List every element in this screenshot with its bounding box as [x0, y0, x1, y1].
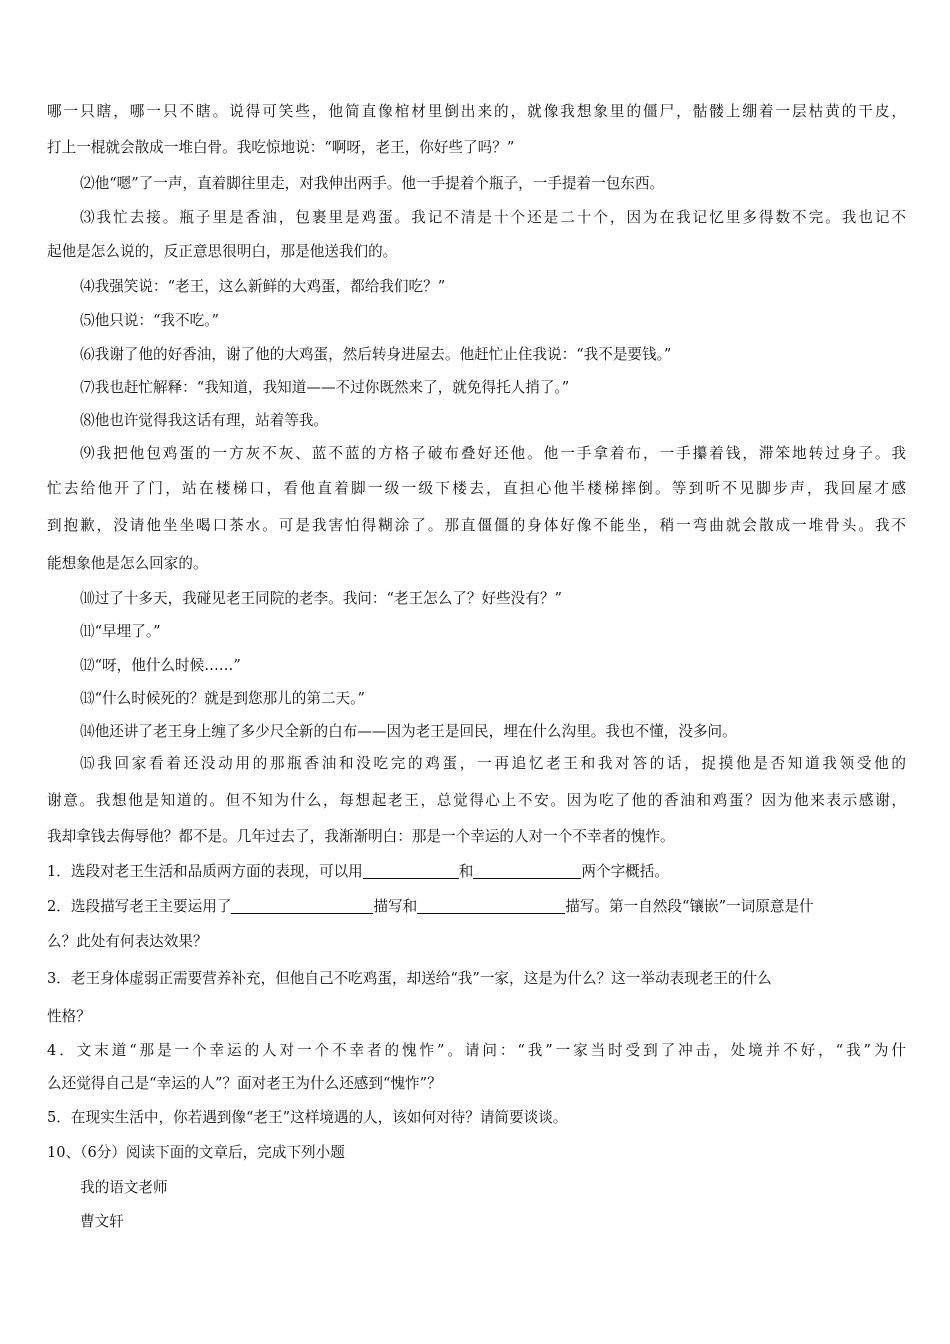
paragraph-line: 起他是怎么说的，反正意思很明白，那是他送我们的。 [47, 243, 398, 260]
paragraph-line: ⑿“呀，他什么时候……” [80, 657, 241, 674]
paragraph-line: ⑶我忙去接。瓶子里是香油，包裹里是鸡蛋。我记不清是十个还是二十个，因为在我记忆里多得数不完。我也记不 [80, 209, 906, 226]
paragraph-line: ⑷我强笑说：“老王，这么新鲜的大鸡蛋，都给我们吃？” [80, 278, 446, 295]
paragraph-line: 我却拿钱去侮辱他？都不是。几年过去了，我渐渐明白：那是一个幸运的人对一个不幸者的愧怍。 [47, 828, 675, 845]
paragraph-line: ⑼我把他包鸡蛋的一方灰不灰、蓝不蓝的方格子破布叠好还他。他一手拿着布，一手攥着钱，滞笨地转过身子。我 [80, 445, 906, 462]
question-2-cont: 么？此处有何表达效果？ [47, 933, 208, 950]
paragraph-line: 哪一只瞎，哪一只不瞎。说得可笑些，他简直像棺材里倒出来的，就像我想象里的僵尸，骷髅上绷着一层枯黄的干皮， [47, 103, 906, 120]
paragraph-line: ⒁他还讲了老王身上缠了多少尺全新的白布——因为老王是回民，埋在什么沟里。我也不懂，没多问。 [80, 723, 737, 740]
answer-blank[interactable] [363, 863, 459, 879]
paragraph-line: 忙去给他开了门，站在楼梯口，看他直着脚一级一级下楼去，直担心他半楼梯摔倒。等到听不见脚步声，我回屋才感 [47, 480, 906, 497]
paragraph-line: ⑺我也赶忙解释：“我知道，我知道——不过你既然来了，就免得托人捎了。” [80, 379, 570, 396]
article-title: 我的语文老师 [80, 1179, 168, 1196]
paragraph-line: 谢意。我想他是知道的。但不知为什么，每想起老王，总觉得心上不安。因为吃了他的香油和鸡蛋？因为他来表示感谢， [47, 792, 906, 809]
question-5: 5．在现实生活中，你若遇到像“老王”这样境遇的人，该如何对待？请简要谈谈。 [47, 1109, 568, 1126]
question-3-cont: 性格？ [47, 1008, 91, 1025]
answer-blank[interactable] [231, 898, 373, 914]
paragraph-line: ⑾“早埋了。” [80, 623, 161, 640]
paragraph-line: ⑻他也许觉得我这话有理，站着等我。 [80, 412, 329, 429]
question-4-cont: 么还觉得自己是“幸运的人”？面对老王为什么还感到“愧怍”？ [47, 1075, 442, 1092]
paragraph-line: ⑵他“嗯”了一声，直着脚往里走，对我伸出两手。他一手提着个瓶子，一手提着一包东西。 [80, 175, 665, 192]
question-10-header: 10、（6分）阅读下面的文章后，完成下列小题 [47, 1144, 345, 1161]
question-2: 2．选段描写老王主要运用了 描写和 描写。第一自然段“镶嵌”一词原意是什 [47, 898, 814, 915]
paragraph-line: 到抱歉，没请他坐坐喝口茶水。可是我害怕得糊涂了。那直僵僵的身体好像不能坐，稍一弯曲就会散成一堆骨头。我不 [47, 517, 906, 534]
paragraph-line: ⑸他只说：“我不吃。” [80, 312, 219, 329]
paragraph-line: 能想象他是怎么回家的。 [47, 555, 208, 572]
answer-blank[interactable] [417, 898, 565, 914]
question-4: 4．文末道“那是一个幸运的人对一个不幸者的愧怍”。请问：“我”一家当时受到了冲击，处境并不好，“我”为什 [47, 1042, 906, 1059]
question-1: 1．选段对老王生活和品质两方面的表现，可以用 和 两个字概括。 [47, 863, 669, 880]
paragraph-line: 打上一棍就会散成一堆白骨。我吃惊地说：“啊呀，老王，你好些了吗？” [47, 139, 515, 156]
paragraph-line: ⑽过了十多天，我碰见老王同院的老李。我问：“老王怎么了？好些没有？” [80, 590, 562, 607]
question-3: 3．老王身体虚弱正需要营养补充，但他自己不吃鸡蛋，却送给“我”一家，这是为什么？这一举动表现老王的什么 [47, 970, 772, 987]
paragraph-line: ⑹我谢了他的好香油，谢了他的大鸡蛋，然后转身进屋去。他赶忙止住我说：“我不是要钱。” [80, 346, 672, 363]
article-author: 曹文轩 [80, 1213, 124, 1230]
answer-blank[interactable] [473, 863, 581, 879]
paragraph-line: ⒀“什么时候死的？就是到您那儿的第二天。” [80, 690, 365, 707]
paragraph-line: ⒂我回家看着还没动用的那瓶香油和没吃完的鸡蛋，一再追忆老王和我对答的话，捉摸他是否知道我领受他的 [80, 755, 906, 772]
